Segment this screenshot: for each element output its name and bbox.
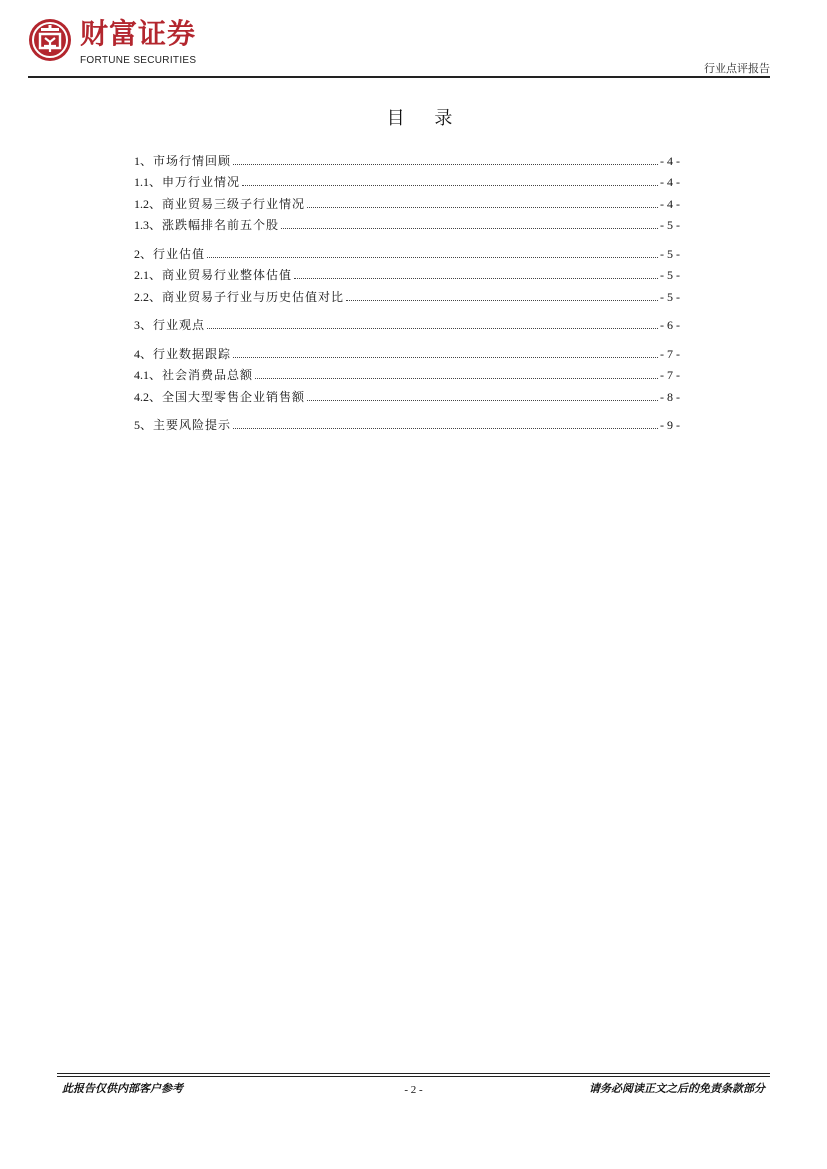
- toc-entry[interactable]: [134, 240, 680, 262]
- footer-divider: [57, 1073, 770, 1074]
- toc-entry[interactable]: [134, 169, 680, 191]
- toc-title: 目 录: [386, 108, 465, 129]
- toc-entry-label: [134, 245, 205, 262]
- toc-entry-page: - 6 -: [660, 318, 680, 332]
- toc-entry-number: 4: [134, 346, 140, 361]
- toc-entry-label: [134, 388, 305, 405]
- toc-entry-number: 3: [134, 318, 140, 332]
- toc-entry-text: 、商业贸易子行业与历史估值对比: [149, 289, 345, 304]
- footer-divider-secondary: [57, 1076, 770, 1077]
- toc-entry[interactable]: [134, 362, 680, 384]
- toc-entry[interactable]: [134, 212, 680, 234]
- toc-entry-page: - 8 -: [660, 389, 680, 404]
- report-type: 行业点评报告: [704, 62, 770, 75]
- toc-entry[interactable]: [134, 412, 680, 434]
- brand-name-cn: 财富证券: [80, 17, 197, 50]
- toc-entry-number: 2: [134, 246, 140, 261]
- toc-entry-label: [134, 173, 240, 190]
- toc-dot-leader: [281, 228, 658, 229]
- toc-dot-leader: [307, 400, 658, 401]
- toc-entry-page: - 7 -: [660, 346, 680, 361]
- toc-entry-text: 、涨跌幅排名前五个股: [149, 218, 280, 232]
- toc-dot-leader: [242, 185, 658, 186]
- toc-entry-label: [134, 266, 292, 283]
- toc-entry-label: [134, 195, 305, 212]
- toc-entry-page: - 4 -: [660, 153, 680, 168]
- toc-entry-number: 5: [134, 418, 140, 432]
- toc-dot-leader: [207, 328, 658, 329]
- toc-entry-text: 、商业贸易三级子行业情况: [149, 196, 306, 211]
- toc-entry-page: - 5 -: [660, 289, 680, 304]
- toc-dot-leader: [307, 207, 658, 208]
- page-number: - 2 -: [404, 1084, 423, 1096]
- toc-entry-number: 2.2: [134, 289, 149, 304]
- brand-name-en: FORTUNE SECURITIES: [80, 55, 197, 66]
- toc-entry-text: 、市场行情回顾: [140, 153, 232, 168]
- toc-entry-text: 、商业贸易行业整体估值: [149, 268, 293, 282]
- toc-entry-page: - 9 -: [660, 418, 680, 432]
- toc-entry-page: - 5 -: [660, 268, 680, 282]
- toc-entry-label: [134, 366, 253, 383]
- toc-entry-number: 1.3: [134, 218, 149, 232]
- toc-entry-number: 4.1: [134, 368, 149, 382]
- toc-entry-label: [134, 288, 344, 305]
- toc-entry-text: 、行业数据跟踪: [140, 346, 232, 361]
- toc-dot-leader: [207, 257, 658, 258]
- toc-entry-page: - 4 -: [660, 196, 680, 211]
- toc-entry-label: [134, 316, 205, 333]
- fortune-securities-logo-icon: [28, 18, 72, 62]
- footer-disclaimer-right: 请务必阅读正文之后的免责条款部分: [589, 1082, 765, 1095]
- toc-entry-text: 、主要风险提示: [140, 418, 232, 432]
- toc-entry-label: [134, 216, 279, 233]
- footer-disclaimer-left: 此报告仅供内部客户参考: [62, 1082, 183, 1095]
- toc-entry-text: 、行业估值: [140, 246, 206, 261]
- table-of-contents: [134, 147, 680, 433]
- toc-entry-label: [134, 345, 231, 362]
- header-divider: [28, 76, 770, 78]
- toc-entry[interactable]: [134, 262, 680, 284]
- toc-dot-leader: [233, 428, 658, 429]
- toc-entry-number: 1: [134, 153, 140, 168]
- toc-dot-leader: [294, 278, 658, 279]
- toc-entry-number: 2.1: [134, 268, 149, 282]
- toc-entry[interactable]: [134, 190, 680, 212]
- toc-entry-text: 、社会消费品总额: [149, 368, 254, 382]
- toc-dot-leader: [255, 378, 658, 379]
- toc-entry-text: 、行业观点: [140, 318, 206, 332]
- toc-entry-number: 1.1: [134, 175, 149, 189]
- toc-entry[interactable]: [134, 147, 680, 169]
- toc-entry[interactable]: [134, 340, 680, 362]
- toc-entry-text: 、申万行业情况: [149, 175, 241, 189]
- toc-entry-label: [134, 152, 231, 169]
- toc-entry-text: 、全国大型零售企业销售额: [149, 389, 306, 404]
- toc-dot-leader: [346, 300, 658, 301]
- toc-entry-page: - 4 -: [660, 175, 680, 189]
- toc-entry-page: - 5 -: [660, 218, 680, 232]
- toc-entry[interactable]: [134, 283, 680, 305]
- toc-entry-label: [134, 416, 231, 433]
- toc-entry-number: 4.2: [134, 389, 149, 404]
- toc-entry[interactable]: [134, 312, 680, 334]
- toc-entry-page: - 5 -: [660, 246, 680, 261]
- toc-entry[interactable]: [134, 383, 680, 405]
- toc-dot-leader: [233, 357, 658, 358]
- toc-entry-number: 1.2: [134, 196, 149, 211]
- toc-dot-leader: [233, 164, 658, 165]
- toc-entry-page: - 7 -: [660, 368, 680, 382]
